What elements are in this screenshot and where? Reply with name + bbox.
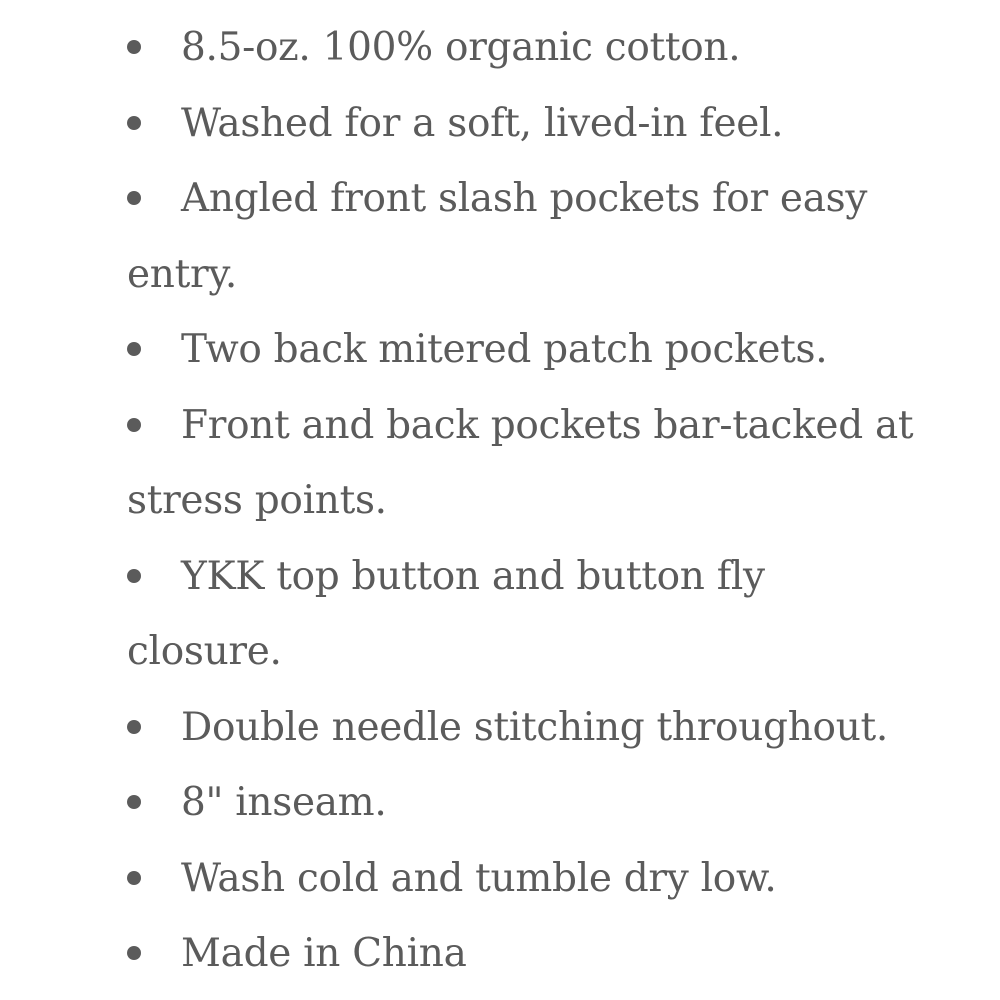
bullet-icon (127, 569, 141, 583)
list-item (127, 10, 927, 86)
list-item (127, 916, 927, 992)
bullet-icon (127, 946, 141, 960)
bullet-icon (127, 40, 141, 54)
feature-list (127, 10, 927, 992)
list-item (127, 161, 927, 312)
feature-text: Made in China (181, 931, 467, 976)
feature-text: Two back mitered patch pockets. (181, 327, 828, 372)
bullet-icon (127, 418, 141, 432)
list-item (127, 86, 927, 162)
bullet-icon (127, 116, 141, 130)
bullet-icon (127, 191, 141, 205)
list-item (127, 690, 927, 766)
feature-text: Washed for a soft, lived-in feel. (181, 100, 784, 146)
feature-text: YKK top button and button fly closure. (127, 553, 765, 674)
feature-text: 8.5-oz. 100% organic cotton. (181, 25, 741, 70)
list-item (127, 312, 927, 388)
bullet-icon (127, 342, 141, 356)
list-item (127, 388, 927, 539)
list-item (127, 539, 927, 690)
feature-text: Front and back pockets bar-tacked at stress points. (127, 402, 914, 523)
bullet-icon (127, 795, 141, 809)
feature-text: Wash cold and tumble dry low. (181, 855, 777, 901)
feature-text: Double needle stitching throughout. (181, 704, 889, 750)
list-item (127, 841, 927, 917)
feature-text: Angled front slash pockets for easy entry. (127, 176, 868, 297)
feature-text: 8" inseam. (181, 780, 387, 825)
bullet-icon (127, 871, 141, 885)
bullet-icon (127, 720, 141, 734)
list-item (127, 765, 927, 841)
